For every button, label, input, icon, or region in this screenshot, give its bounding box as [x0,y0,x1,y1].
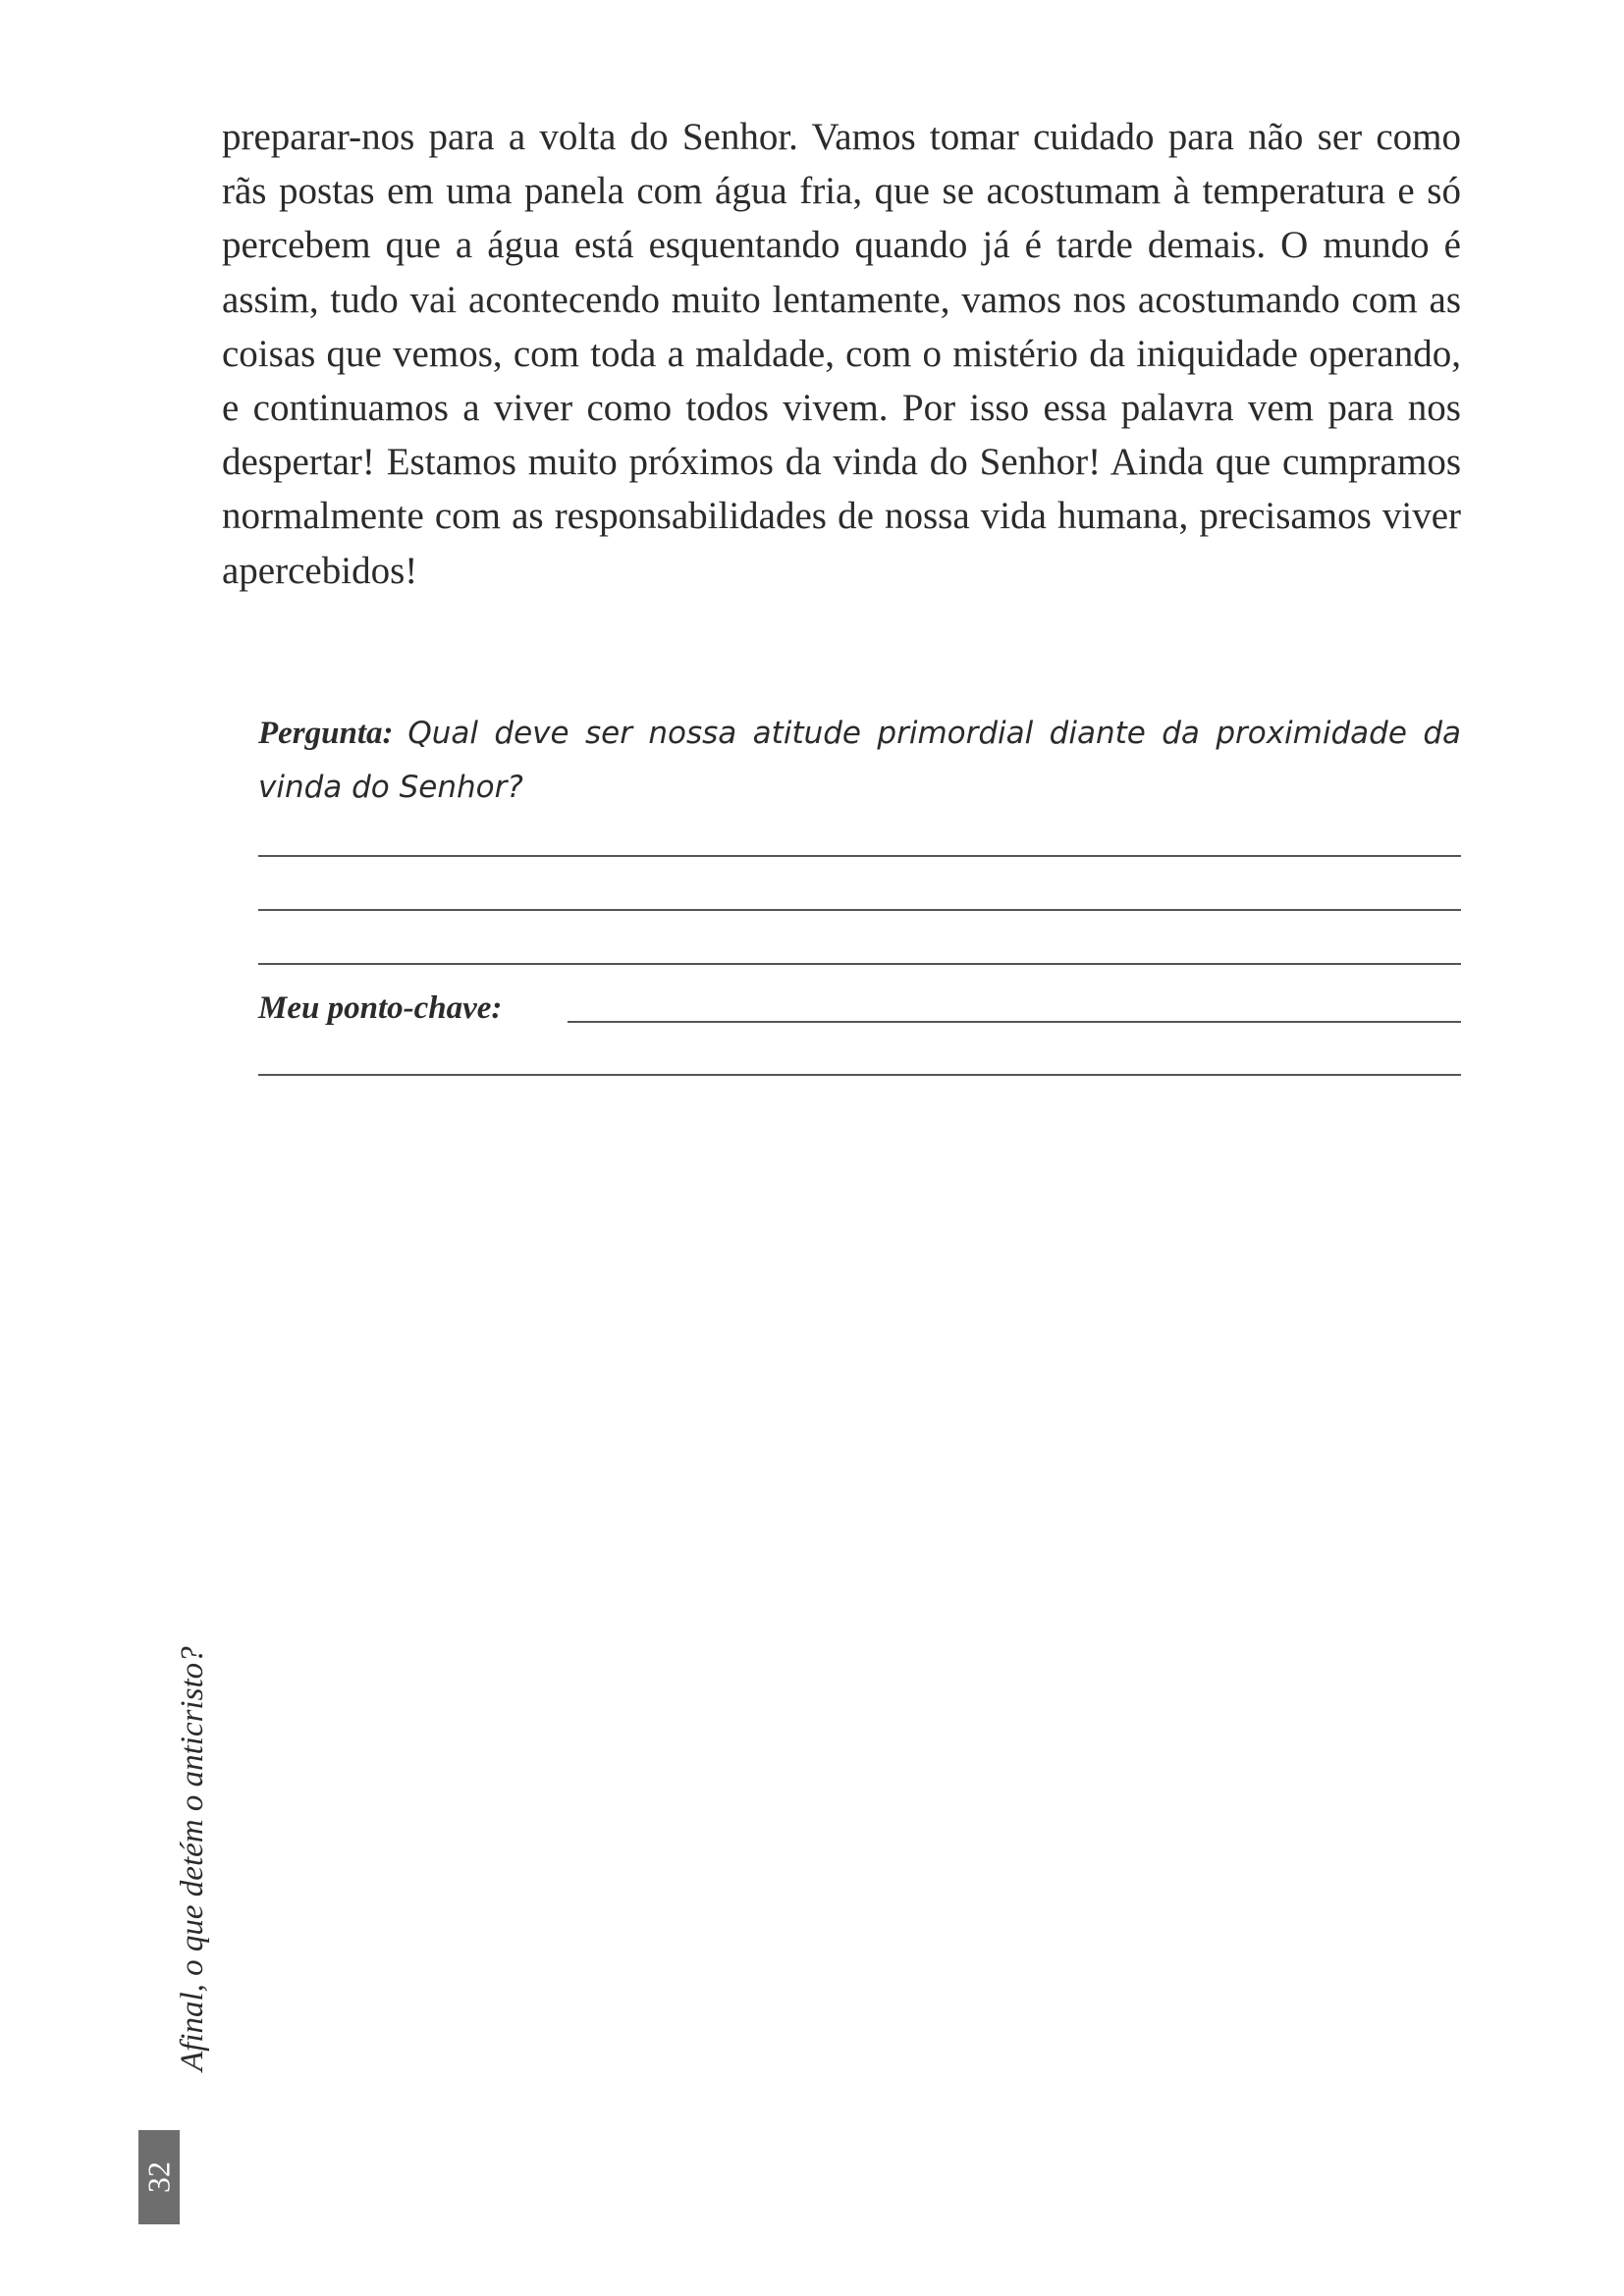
answer-line-2[interactable] [258,909,1461,911]
question-text: Qual deve ser nossa atitude primordial diante da proximidade da vinda do Senhor? [258,716,1461,805]
page-number: 32 [140,2162,177,2193]
answer-line-1[interactable] [258,855,1461,857]
key-point-line-1[interactable] [568,1021,1461,1023]
running-head-text: Afinal, o que detém o anticristo? [175,1646,210,2071]
question-block [258,707,1461,815]
body-paragraph: preparar-nos para a volta do Senhor. Vamos tomar cuidado para não ser como rãs postas em uma panela com água fria, que se acostumam à temperatura e só percebem que a água está esquentando quando já é tarde demais. O mundo é assim, tudo vai acontecendo muito lentamente, vamos nos acostumando com as coisas que vemos, com toda a maldade, com o mistério da iniquidade operando, e continuamos a viver como todos vivem. Por isso essa palavra vem para nos despertar! Estamos muito próximos da vinda do Senhor! Ainda que cumpramos normalmente com as responsabilidades de nossa vida humana, precisamos viver apercebidos! [222,116,1461,592]
running-head [173,1561,212,2071]
answer-line-3[interactable] [258,963,1461,965]
key-point-label: Meu ponto-chave: [258,990,503,1026]
key-point-line-2[interactable] [258,1074,1461,1076]
page-number-box [138,2130,180,2224]
question-label: Pergunta: [258,716,394,751]
